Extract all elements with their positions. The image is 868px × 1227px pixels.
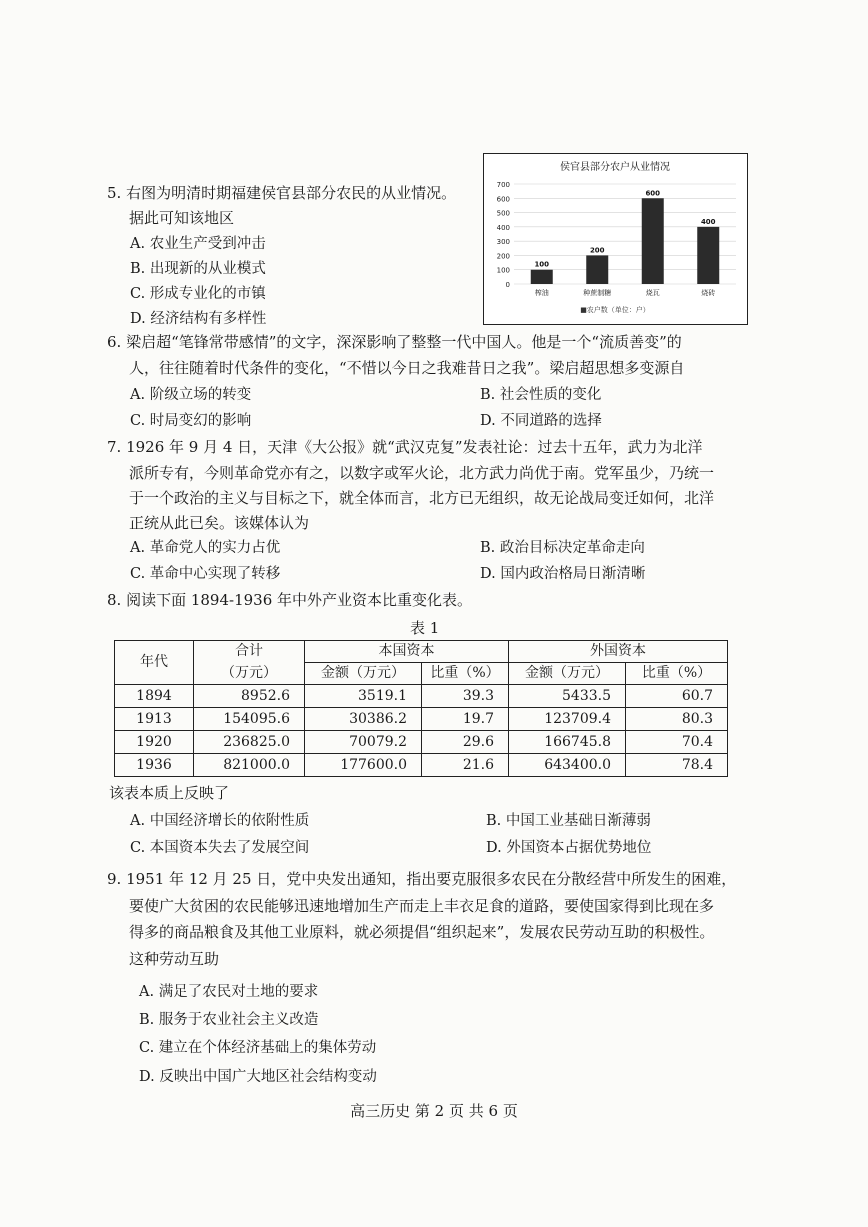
cell-domestic-share: 29.6 — [422, 731, 509, 754]
cell-domestic-share: 21.6 — [422, 754, 509, 777]
y-tick-label: 300 — [496, 238, 510, 247]
header-domestic-share: 比重（%） — [422, 663, 509, 685]
cell-total: 236825.0 — [194, 731, 305, 754]
cell-foreign-amount: 123709.4 — [509, 708, 626, 731]
q7-option-a: A. 革命党人的实力占优 — [130, 540, 281, 556]
q9-option-a: A. 满足了农民对土地的要求 — [139, 984, 319, 1000]
bar-data-label: 100 — [534, 260, 550, 269]
header-domestic-capital: 本国资本 — [305, 641, 509, 663]
y-tick-label: 0 — [505, 281, 510, 289]
header-year: 年代 — [115, 641, 194, 685]
y-tick-label: 200 — [496, 252, 510, 261]
q6-option-a: A. 阶级立场的转变 — [130, 387, 252, 403]
q8-option-b: B. 中国工业基础日渐薄弱 — [486, 813, 651, 829]
cell-foreign-share: 70.4 — [626, 731, 728, 754]
header-total-unit: （万元） — [194, 663, 305, 685]
x-tick-label: 烧瓦 — [645, 289, 660, 297]
bar-data-label: 600 — [645, 189, 661, 198]
page-footer: 高三历史 第 2 页 共 6 页 — [350, 1102, 518, 1120]
cell-domestic-share: 19.7 — [422, 708, 509, 731]
occupation-bar-chart — [483, 153, 748, 325]
q9-option-b: B. 服务于农业社会主义改造 — [139, 1012, 319, 1028]
q9-stem-line3: 得多的商品粮食及其他工业原料，就必须提倡“组织起来”，发展农民劳动互助的积极性。 — [129, 923, 715, 941]
chart-bar — [697, 227, 719, 284]
chart-bar — [642, 198, 664, 284]
q5-option-b: B. 出现新的从业模式 — [130, 261, 266, 277]
q8-stem: 8. 阅读下面 1894-1936 年中外产业资本比重变化表。 — [107, 591, 473, 609]
q6-option-d: D. 不同道路的选择 — [480, 413, 602, 429]
q9-stem-line4: 这种劳动互助 — [129, 950, 220, 968]
table-row — [115, 685, 728, 708]
cell-year: 1920 — [115, 731, 194, 754]
header-total: 合计 — [194, 641, 305, 663]
q9-stem-line2: 要使广大贫困的农民能够迅速地增加生产而走上丰衣足食的道路，要使国家得到比现在多 — [129, 897, 715, 915]
x-tick-label: 种蔗制糖 — [583, 289, 612, 297]
q7-option-c: C. 革命中心实现了转移 — [130, 566, 281, 582]
cell-foreign-share: 60.7 — [626, 685, 728, 708]
cell-domestic-share: 39.3 — [422, 685, 509, 708]
cell-year: 1936 — [115, 754, 194, 777]
cell-total: 154095.6 — [194, 708, 305, 731]
q7-option-b: B. 政治目标决定革命走向 — [480, 540, 645, 556]
q8-option-d: D. 外国资本占据优势地位 — [486, 840, 652, 856]
q5-option-a: A. 农业生产受到冲击 — [130, 236, 266, 252]
capital-share-table — [114, 640, 728, 777]
chart-title: 侯官县部分农户从业情况 — [560, 162, 670, 173]
q5-option-d: D. 经济结构有多样性 — [130, 311, 267, 327]
q7-stem-line4: 正统从此已矣。该媒体认为 — [129, 514, 310, 532]
bar-data-label: 200 — [589, 246, 605, 255]
cell-total: 8952.6 — [194, 685, 305, 708]
q6-stem-line1: 6. 梁启超“笔锋常带感情”的文字，深深影响了整整一代中国人。他是一个“流质善变”的 — [107, 333, 682, 351]
cell-foreign-share: 78.4 — [626, 754, 728, 777]
cell-foreign-amount: 166745.8 — [509, 731, 626, 754]
y-tick-label: 400 — [496, 223, 510, 232]
q8-option-c: C. 本国资本失去了发展空间 — [130, 840, 310, 856]
header-foreign-capital: 外国资本 — [509, 641, 728, 663]
q7-option-d: D. 国内政治格局日渐清晰 — [480, 566, 646, 582]
y-tick-label: 100 — [496, 266, 510, 275]
header-domestic-amount: 金额（万元） — [305, 663, 422, 685]
q5-stem-line1: 5. 右图为明清时期福建侯官县部分农民的从业情况。 — [107, 184, 457, 202]
header-foreign-amount: 金额（万元） — [509, 663, 626, 685]
y-tick-label: 600 — [496, 195, 510, 204]
q5-option-c: C. 形成专业化的市镇 — [130, 286, 266, 302]
cell-domestic-amount: 177600.0 — [305, 754, 422, 777]
chart-legend: ■农户数（单位：户） — [580, 306, 650, 314]
q6-option-c: C. 时局变幻的影响 — [130, 413, 252, 429]
header-foreign-share: 比重（%） — [626, 663, 728, 685]
q8-option-a: A. 中国经济增长的依附性质 — [130, 813, 310, 829]
q6-option-b: B. 社会性质的变化 — [480, 387, 602, 403]
cell-foreign-share: 80.3 — [626, 708, 728, 731]
chart-bar — [586, 255, 608, 284]
q6-stem-line2: 人，往往随着时代条件的变化，“不惜以今日之我难昔日之我”。梁启超思想多变源自 — [129, 359, 685, 377]
y-tick-label: 500 — [496, 209, 510, 218]
q5-stem-line2: 据此可知该地区 — [129, 209, 235, 227]
table-row — [115, 731, 728, 754]
table-row — [115, 708, 728, 731]
q9-option-d: D. 反映出中国广大地区社会结构变动 — [139, 1069, 377, 1085]
q8-after-table: 该表本质上反映了 — [109, 784, 230, 802]
cell-domestic-amount: 3519.1 — [305, 685, 422, 708]
table-row — [115, 754, 728, 777]
q7-stem-line1: 7. 1926 年 9 月 4 日，天津《大公报》就“武汉克复”发表社论：过去十五年，武力为北洋 — [107, 438, 703, 456]
cell-foreign-amount: 5433.5 — [509, 685, 626, 708]
bar-data-label: 400 — [700, 217, 716, 226]
chart-bar — [531, 270, 553, 284]
q9-option-c: C. 建立在个体经济基础上的集体劳动 — [139, 1040, 377, 1056]
y-tick-label: 700 — [496, 181, 510, 189]
cell-total: 821000.0 — [194, 754, 305, 777]
cell-domestic-amount: 30386.2 — [305, 708, 422, 731]
q9-stem-line1: 9. 1951 年 12 月 25 日，党中央发出通知，指出要克服很多农民在分散经营中所发生的困难， — [107, 870, 737, 888]
x-tick-label: 烧砖 — [701, 289, 716, 297]
q7-stem-line3: 于一个政治的主义与目标之下，就全体而言，北方已无组织，故无论战局变迁如何，北洋 — [129, 489, 715, 507]
cell-domestic-amount: 70079.2 — [305, 731, 422, 754]
cell-foreign-amount: 643400.0 — [509, 754, 626, 777]
q7-stem-line2: 派所专有，今则革命党亦有之，以数字或军火论，北方武力尚优于南。党军虽少，乃统一 — [129, 464, 715, 482]
x-tick-label: 榨油 — [534, 289, 549, 297]
cell-year: 1894 — [115, 685, 194, 708]
table-caption: 表 1 — [410, 619, 440, 637]
cell-year: 1913 — [115, 708, 194, 731]
